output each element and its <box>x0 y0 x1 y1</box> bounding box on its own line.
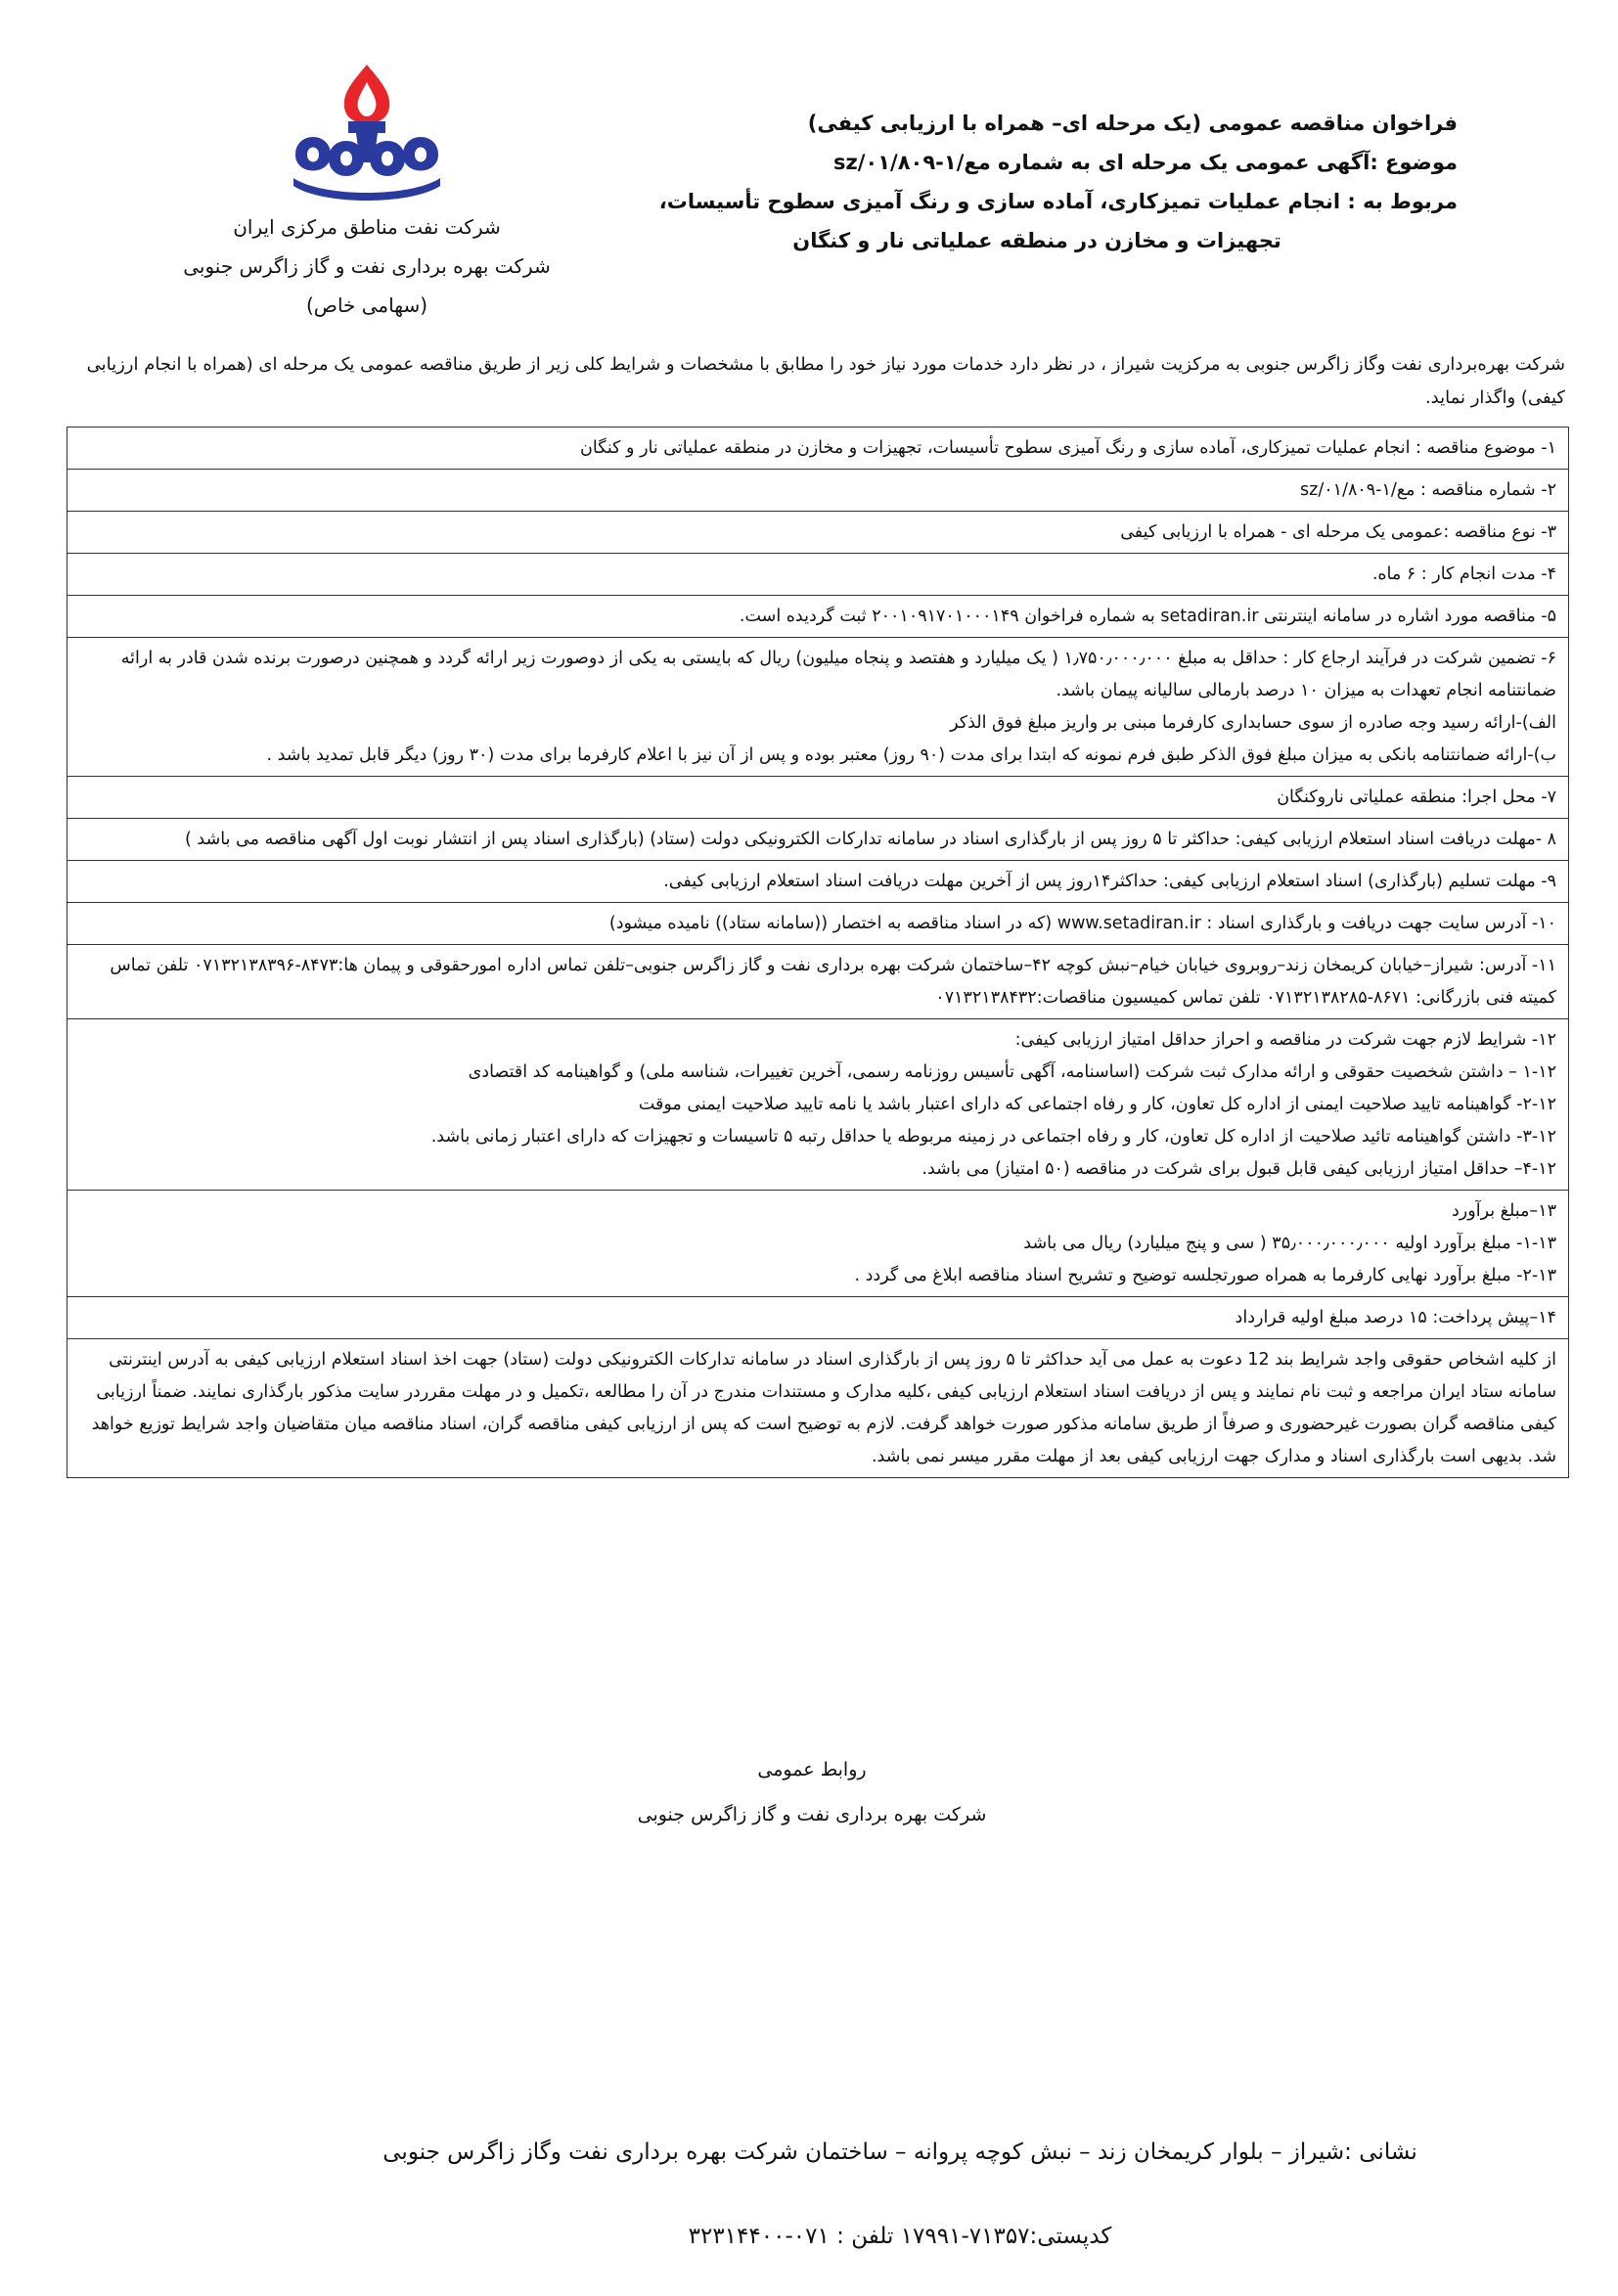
clause-text: ۱۳–مبلغ برآورد <box>1452 1201 1556 1221</box>
page-footer <box>333 2128 1467 2296</box>
table-row <box>67 777 1569 819</box>
signature-block <box>548 1747 1076 1837</box>
table-row <box>67 428 1569 470</box>
table-row <box>67 1191 1569 1297</box>
page-header <box>0 0 1618 342</box>
clause-text: ۱۱- آدرس: شیراز–خیابان کریمخان زند–روبروی خیابان خیام–نبش کوچه ۴۲–ساختمان شرکت بهره برداری نفت و گاز زاگرس جنوبی–تلفن تماس اداره امورحقوقی و پیمان ها:۸۴۷۳-۰۷۱۳۲۱۳۸۳۹۶ تلفن تماس کمیته فنی بازرگانی: ۸۶۷۱-۰۷۱۳۲۱۳۸۲۸۵ تلفن تماس کمیسیون مناقصات:۰۷۱۳۲۱۳۸۴۳۲ <box>110 956 1556 1008</box>
table-row <box>67 861 1569 903</box>
clause-text: ۲-۱۲- گواهینامه تایید صلاحیت ایمنی از اداره کل تعاون، کار و رفاه اجتماعی که دارای اعتبار باشد یا نامه تایید صلاحیت ایمنی موقت <box>638 1095 1556 1114</box>
tender-subject: موضوع :آگهی عمومی یک مرحله ای به شماره مع/۱-۰۱/۸۰۹/sz <box>832 151 1458 174</box>
table-cell <box>67 1339 1569 1478</box>
table-cell <box>67 903 1569 945</box>
table-cell <box>67 512 1569 554</box>
clause-text: ۶- تضمین شرکت در فرآیند ارجاع کار : حداقل به مبلغ ۱٫۷۵۰٫۰۰۰٫۰۰۰ ( یک میلیارد و هفتصد و پنجاه میلیون) ریال که بایستی به یکی از دوصورت زیر ارائه گردد و همچنین درصورت برنده شدن قادر به ارائه ضمانتنامه انجام تعهدات به میزان ۱۰ درصد بارمالی سالیانه پیمان باشد. <box>120 649 1556 700</box>
clause-text: ۱۲- شرایط لازم جهت شرکت در مناقصه و احراز حداقل امتیاز ارزیابی کیفی: <box>1014 1030 1556 1050</box>
clause-text: الف)-ارائه رسید وجه صادره از سوی حسابداری کارفرما مبنی بر واریز مبلغ فوق الذکر <box>950 713 1556 733</box>
footer-postal-phone: کدپستی:۷۱۳۵۷-۱۷۹۹۱ تلفن : ۰۷۱-۳۲۳۱۴۴۰۰ <box>688 2224 1112 2249</box>
clause-text[interactable]: ۵- مناقصه مورد اشاره در سامانه اینترنتی setadiran.ir به شماره فراخوان ۲۰۰۱۰۹۱۷۰۱۰۰۰۱۴۹ ثبت گردیده است. <box>739 607 1556 626</box>
table-cell <box>67 554 1569 596</box>
nioc-flame-logo-icon <box>284 61 450 205</box>
table-cell <box>67 596 1569 638</box>
signature-department: روابط عمومی <box>757 1759 867 1780</box>
table-row <box>67 1297 1569 1339</box>
table-row <box>67 512 1569 554</box>
clause-text: ۳-۱۲- داشتن گواهینامه تائید صلاحیت از اداره کل تعاون، کار و رفاه اجتماعی در زمینه مربوطه یا حداقل رتبه ۵ تاسیسات و تجهیزات که دارای اعتبار زمانی باشد. <box>430 1127 1556 1147</box>
clause-text: ب)-ارائه ضمانتنامه بانکی به میزان مبلغ فوق الذکر طبق فرم نمونه که ابتدا برای مدت (۹۰ روز) معتبر بوده و پس از آن نیز با اعلام کارفرما برای مدت (۳۰ روز) دیگر قابل تمدید باشد . <box>266 745 1556 765</box>
clause-text: ۱- موضوع مناقصه : انجام عملیات تمیزکاری، آماده سازی و رنگ آمیزی سطوح تأسیسات، تجهیزات و مخازن در منطقه عملیاتی نار و کنگان <box>580 438 1556 458</box>
company-line: شرکت بهره برداری نفت و گاز زاگرس جنوبی <box>183 254 551 278</box>
tender-title: فراخوان مناقصه عمومی (یک مرحله ای– همراه با ارزیابی کیفی) <box>807 112 1458 135</box>
table-row <box>67 638 1569 777</box>
table-cell <box>67 1297 1569 1339</box>
table-row <box>67 554 1569 596</box>
table-cell <box>67 428 1569 470</box>
table-cell <box>67 1191 1569 1297</box>
table-row <box>67 470 1569 512</box>
table-row <box>67 903 1569 945</box>
table-cell <box>67 638 1569 777</box>
table-cell <box>67 945 1569 1019</box>
company-line: شرکت نفت مناطق مرکزی ایران <box>233 215 501 239</box>
table-row <box>67 596 1569 638</box>
company-line: (سهامی خاص) <box>305 293 428 317</box>
company-name-block <box>147 207 587 325</box>
table-cell <box>67 1019 1569 1191</box>
tender-related-line-2: تجهیزات و مخازن در منطقه عملیاتی نار و کنگان <box>792 229 1281 252</box>
clause-text: ۱-۱۲ – داشتن شخصیت حقوقی و ارائه مدارک ثبت شرکت (اساسنامه، آگهی تأسیس روزنامه رسمی، آخرین تغییرات، شناسه ملی) و گواهینامه کد اقتصادی <box>468 1062 1556 1082</box>
clause-text: ۱۴–پیش پرداخت: ۱۵ درصد مبلغ اولیه قرارداد <box>1235 1308 1556 1328</box>
tender-title-block <box>658 104 1458 260</box>
tender-conditions-table <box>67 427 1569 1478</box>
table-row <box>67 945 1569 1019</box>
signature-company: شرکت بهره برداری نفت و گاز زاگرس جنوبی <box>637 1804 987 1825</box>
clause-text: ۲- شماره مناقصه : مع/۱-۰۱/۸۰۹/sz <box>1300 480 1556 500</box>
clause-text[interactable]: ۱۰- آدرس سایت جهت دریافت و بارگذاری اسناد : www.setadiran.ir (که در اسناد مناقصه به اختصار ((سامانه ستاد)) نامیده میشود) <box>608 914 1556 933</box>
table-row <box>67 1019 1569 1191</box>
clause-text: ۹- مهلت تسلیم (بارگذاری) اسناد استعلام ارزیابی کیفی: حداکثر۱۴روز پس از آخرین مهلت دریافت اسناد استعلام ارزیابی کیفی. <box>663 872 1556 891</box>
clause-text: ۳- نوع مناقصه :عمومی یک مرحله ای - همراه با ارزیابی کیفی <box>1120 522 1556 542</box>
clause-text: ۱-۱۳- مبلغ برآورد اولیه ۳۵٫۰۰۰٫۰۰۰٫۰۰۰ ( سی و پنج میلیارد) ریال می باشد <box>1023 1234 1556 1253</box>
clause-text: ۲-۱۳- مبلغ برآورد نهایی کارفرما به همراه صورتجلسه توضیح و تشریح اسناد مناقصه ابلاغ می گردد . <box>854 1266 1556 1285</box>
table-row <box>67 819 1569 861</box>
table-row <box>67 1339 1569 1478</box>
footer-address: نشانی :شیراز – بلوار کریمخان زند – نبش کوچه پروانه – ساختمان شرکت بهره برداری نفت وگاز زاگرس جنوبی <box>382 2139 1417 2165</box>
table-cell <box>67 777 1569 819</box>
tender-related-line-1: مربوط به : انجام عملیات تمیزکاری، آماده سازی و رنگ آمیزی سطوح تأسیسات، <box>658 190 1458 213</box>
clause-text: از کلیه اشخاص حقوقی واجد شرایط بند 12 دعوت به عمل می آید حداکثر تا ۵ روز پس از بارگذاری اسناد در سامانه تدارکات الکترونیکی دولت (ستاد) جهت اخذ اسناد استعلام ارزیابی کیفی به آدرس اینترنتی سامانه ستاد ایران مراجعه و ثبت نام نمایند و پس از دریافت اسناد استعلام ارزیابی کیفی ،کلیه مدارک و مستندات مندرج در آن را مطالعه ،تکمیل و در مهلت مقرردر سایت مذکور بارگذاری نمایند. ضمناً ارزیابی کیفی مناقصه گران بصورت غیرحضوری و صرفاً از طریق سامانه مذکور صورت خواهد گرفت. لازم به توضیح است که پس از ارزیابی کیفی مناقصه گران، اسناد مناقصه میان متقاضیان واجد شرایط توزیع خواهد شد. بدیهی است بارگذاری اسناد و مدارک جهت ارزیابی کیفی بعد از مهلت مقرر میسر نمی باشد. <box>91 1350 1556 1466</box>
table-cell <box>67 861 1569 903</box>
table-cell <box>67 470 1569 512</box>
clause-text: ۴- مدت انجام کار : ۶ ماه. <box>1371 564 1556 584</box>
clause-text: ۷- محل اجرا: منطقه عملیاتی ناروکنگان <box>1277 788 1556 807</box>
intro-paragraph: شرکت بهره‌برداری نفت وگاز زاگرس جنوبی به مرکزیت شیراز ، در نظر دارد خدمات مورد نیاز خود را مطابق با مشخصات و شرایط کلی زیر از طریق مناقصه عمومی یک مرحله ای (همراه با انجام ارزیابی کیفی) واگذار نماید. <box>86 354 1565 408</box>
clause-text: ۸ -مهلت دریافت اسناد استعلام ارزیابی کیفی: حداکثر تا ۵ روز پس از بارگذاری اسناد در سامانه تدارکات الکترونیکی دولت (ستاد) (بارگذاری اسناد پس از انتشار نوبت اول آگهی مناقصه می باشد ) <box>185 830 1556 849</box>
table-cell <box>67 819 1569 861</box>
clause-text: ۴-۱۲– حداقل امتیاز ارزیابی کیفی قابل قبول برای شرکت در مناقصه (۵۰ امتیاز) می باشد. <box>921 1159 1556 1179</box>
